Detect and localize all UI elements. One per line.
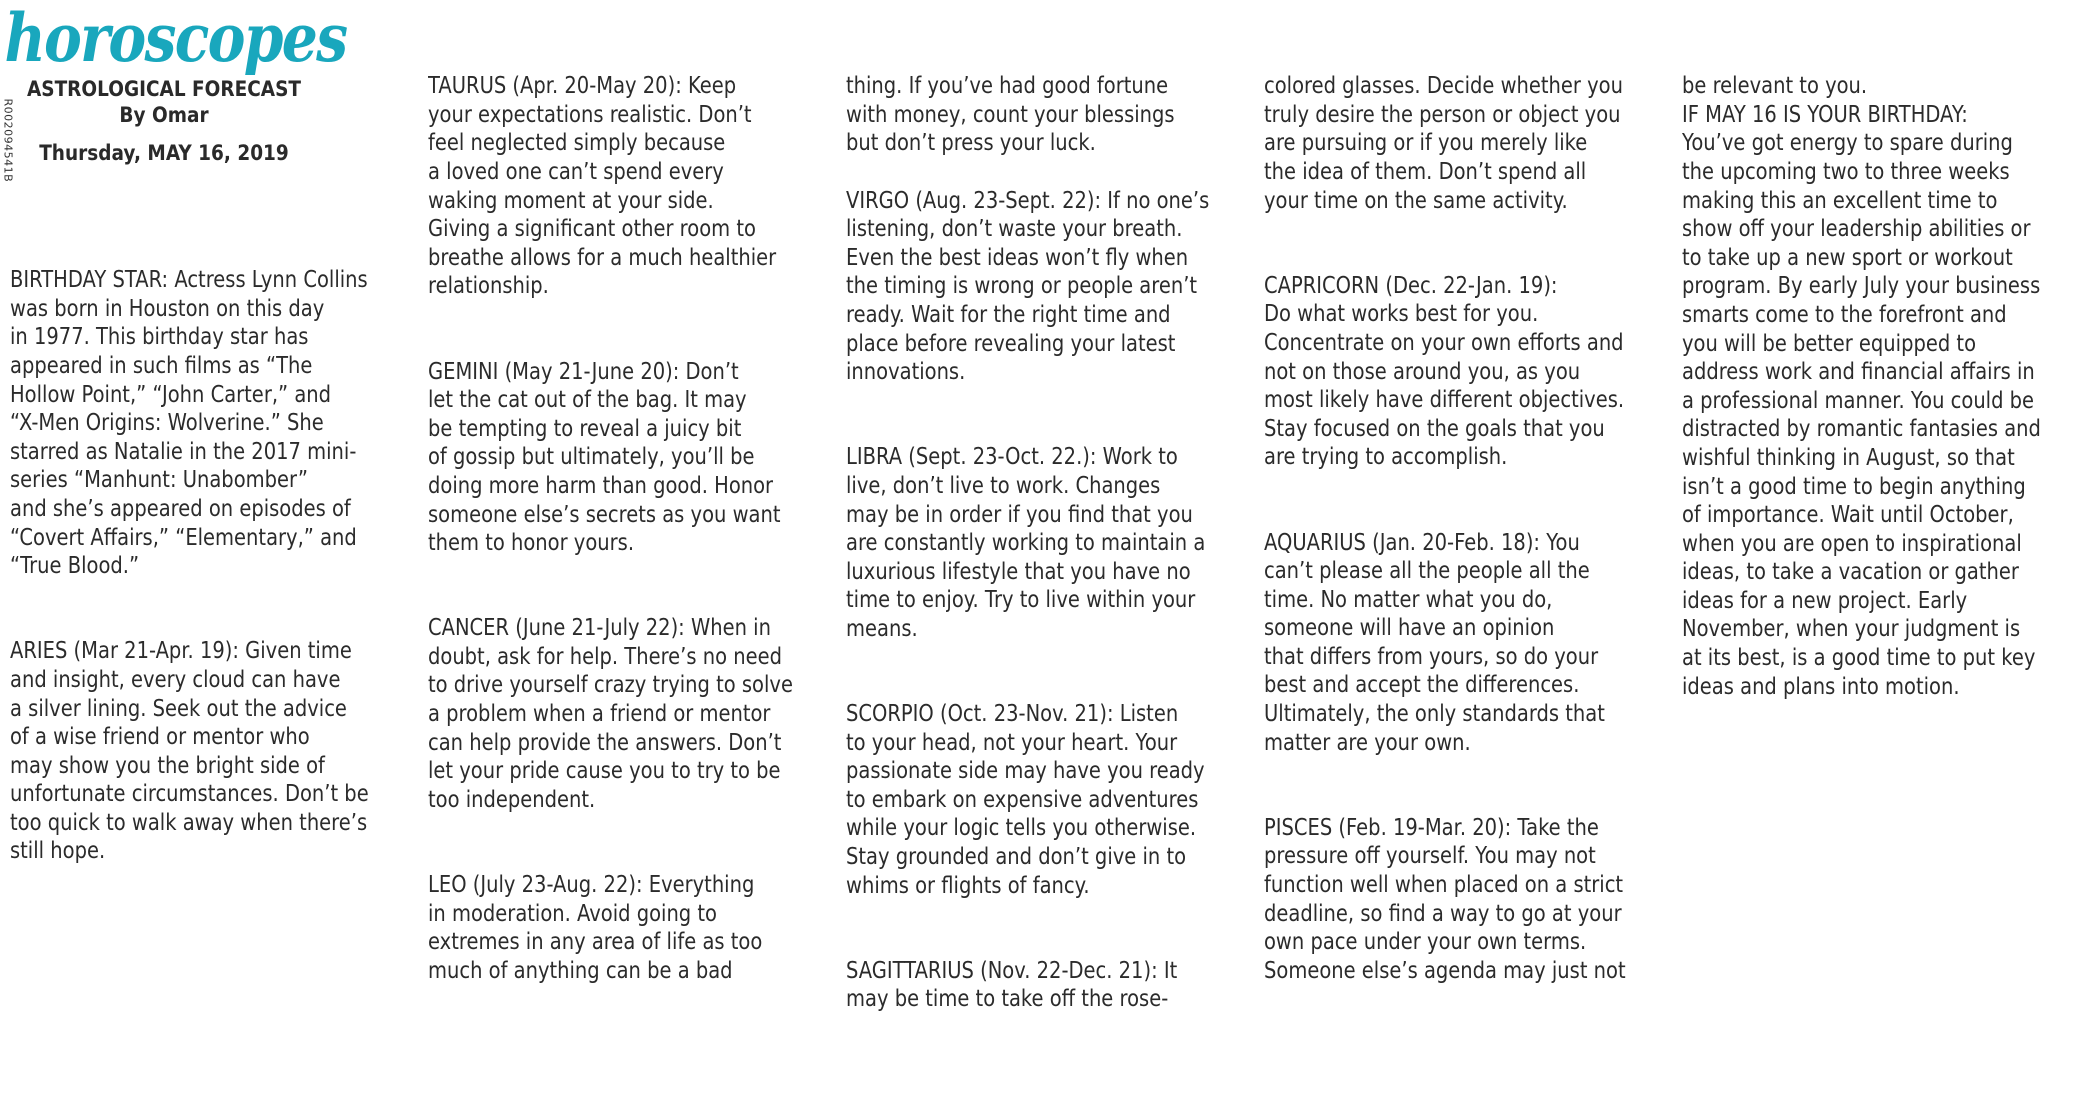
column-3 bbox=[846, 14, 1246, 1098]
sagittarius-paragraph: SAGITTARIUS (Nov. 22-Dec. 21): It may be time to take off the rose- bbox=[846, 955, 1178, 1013]
gemini-paragraph: GEMINI (May 21-June 20): Don’t let the cat out of the bag. It may be tempting to reveal a juicy bit of gossip but ultimately, you’ll be doing more harm than good. Honor someone else’s secrets as you want them to honor yours. bbox=[428, 356, 781, 557]
column-5 bbox=[1682, 14, 2082, 785]
capricorn-paragraph: CAPRICORN (Dec. 22-Jan. 19): Do what works best for you. Concentrate on your own efforts and not on those around you, as you most likely have different objectives. Stay focused on the goals that you are trying to accomplish. bbox=[1264, 270, 1625, 471]
leo-paragraph: LEO (July 23-Aug. 22): Everything in moderation. Avoid going to extremes in any area of life as too much of anything can be a bad bbox=[428, 870, 763, 984]
virgo-paragraph: VIRGO (Aug. 23-Sept. 22): If no one’s listening, don’t waste your breath. Even the best ideas won’t fly when the timing is wrong or people aren’t ready. Wait for the right time and place before revealing your latest innovations. bbox=[846, 185, 1210, 386]
forecast-title: ASTROLOGICAL FORECAST bbox=[26, 77, 302, 101]
scorpio-paragraph: SCORPIO (Oct. 23-Nov. 21): Listen to your head, not your heart. Your passionate side may have you ready to embark on expensive adventures while your logic tells you otherwise. Stay grounded and don’t give in to whims or flights of fancy. bbox=[846, 699, 1205, 899]
aquarius-paragraph: AQUARIUS (Jan. 20-Feb. 18): You can’t please all the people all the time. No matter what you do, someone will have an opinion that differs from yours, so do your best and accept the differences. Ultimately, the only standards that matter are your own. bbox=[1264, 527, 1605, 756]
aries-paragraph: ARIES (Mar 21-Apr. 19): Given time and insight, every cloud can have a silver lining. Seek out the advice of a wise friend or mentor who may show you the bright side of unfortunate circumstances. Don’t be too quick to walk away when there’s still hope. bbox=[10, 636, 369, 865]
cancer-paragraph: CANCER (June 21-July 22): When in doubt, ask for help. There’s no need to drive yourself crazy trying to solve a problem when a friend or mentor can help provide the answers. Don’t let your pride cause you to try to be too independent. bbox=[428, 613, 793, 813]
sagittarius-continued-paragraph: colored glasses. Decide whether you truly desire the person or object you are pursuing or if you merely like the idea of them. Don’t spend all your time on the same activity. bbox=[1264, 71, 1623, 214]
leo-continued-paragraph: thing. If you’ve had good fortune with money, count your blessings but don’t press your luck. bbox=[846, 71, 1175, 157]
libra-paragraph: LIBRA (Sept. 23-Oct. 22.): Work to live, don’t live to work. Changes may be in order if you find that you are constantly working to maintain a luxurious lifestyle that you have no time to enjoy. Try to live within your means. bbox=[846, 442, 1206, 642]
pisces-paragraph: PISCES (Feb. 19-Mar. 20): Take the pressure off yourself. You may not function well when placed on a strict deadline, so find a way to go at your own pace under your own terms. Someone else’s agenda may just not bbox=[1264, 812, 1626, 984]
byline: By Omar bbox=[119, 103, 209, 127]
column-4 bbox=[1264, 14, 1664, 1070]
taurus-paragraph: TAURUS (Apr. 20-May 20): Keep your expectations realistic. Don’t feel neglected simply because a loved one can’t spend every waking moment at your side. Giving a significant other room to breathe allows for a much healthier relationship. bbox=[428, 71, 777, 300]
birthday-star-paragraph: BIRTHDAY STAR: Actress Lynn Collins was born in Houston on this day in 1977. This birthday star has appeared in such films as “The Hollow Point,” “John Carter,” and “X-Men Origins: Wolverine.” She starred as Natalie in the 2017 mini- series “Manhunt: Unabomber” and she’s appeared on episodes of “Covert Affairs,” “Elementary,” and “True Blood.” bbox=[10, 265, 368, 580]
column-2 bbox=[428, 14, 828, 1070]
birthday-forecast-paragraph: be relevant to you. IF MAY 16 IS YOUR BIRTHDAY: You’ve got energy to spare during the upcoming two to three weeks making this an excellent time to show off your leadership abilities or to take up a new sport or workout program. By early July your business smarts come to the forefront and you will be better equipped to address work and financial affairs in a professional manner. You could be distracted by romantic fantasies and wishful thinking in August, so that isn’t a good time to begin anything of importance. Wait until October, when you are open to inspirational ideas, to take a vacation or gather ideas for a new project. Early November, when your judgment is at its best, is a good time to put key ideas and plans into motion. bbox=[1682, 71, 2041, 700]
issue-date: Thursday, MAY 16, 2019 bbox=[39, 141, 289, 165]
column-1 bbox=[10, 208, 410, 950]
horoscopes-logo: horoscopes bbox=[4, 0, 347, 77]
side-code: R002094541B bbox=[1, 98, 15, 183]
